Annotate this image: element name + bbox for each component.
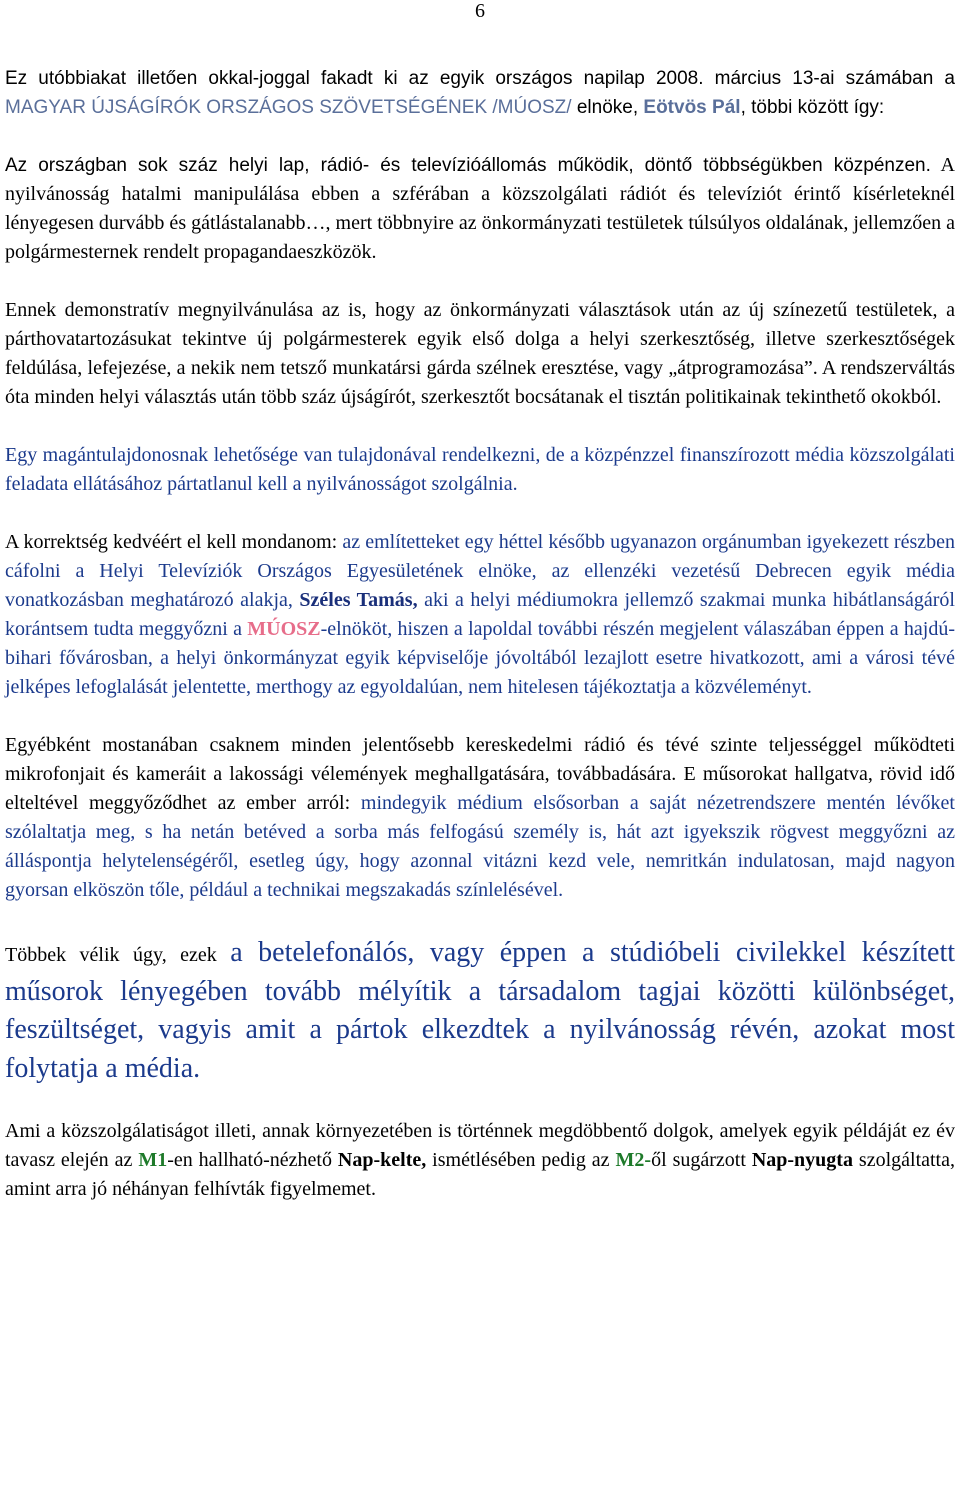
paragraph-text: ől sugárzott (651, 1149, 752, 1171)
body-paragraph-3: Egy magántulajdonosnak lehetősége van tulajdonával rendelkezni, de a közpénzzel finanszírozott média közszolgálati feladata ellátásához pártatlanul kell a nyilvánosságot szolgálnia. (5, 444, 955, 495)
intro-text: elnöke, (571, 97, 644, 118)
paragraph-text: Többek vélik úgy, ezek (5, 944, 231, 966)
paragraph-text: Ami a közszolgálatiságot illeti, annak környezetében is történnek megdöbbentő dolgok, amelyek egyik példáját ez év tavasz elején az (5, 1120, 955, 1171)
page-number: 6 (475, 0, 485, 22)
body-paragraph-4 (5, 528, 955, 702)
paragraph-gap (5, 412, 955, 441)
channel-name: M2- (615, 1149, 652, 1171)
body-paragraph-7 (5, 1117, 955, 1204)
document-body (5, 64, 955, 1204)
organization-name: MÚOSZ (247, 618, 321, 640)
paragraph-gap (5, 1088, 955, 1117)
emphasized-text: a betelefonálós, vagy éppen a stúdióbeli civilekkel készített műsorok lényegében tovább mélyítik a társadalom tagjai közötti különbséget, feszültséget, vagyis amit a pártok elkezdtek a nyilvánosság révén, azokat most folytatja a média. (5, 937, 955, 1084)
paragraph-gap (5, 122, 955, 151)
body-paragraph-6 (5, 934, 955, 1088)
show-title: Nap-nyugta (751, 1149, 853, 1171)
organization-name: MAGYAR ÚJSÁGÍRÓK ORSZÁGOS SZÖVETSÉGÉNEK /MÚOSZ/ (5, 97, 572, 118)
quote-text: Az országban sok száz helyi lap, rádió- és televízióállomás működik, döntő többségükben közpénzen. (5, 155, 931, 176)
intro-paragraph (5, 64, 955, 122)
paragraph-text: A korrektség kedvéért el kell mondanom: (5, 531, 343, 553)
body-paragraph-5 (5, 731, 955, 905)
person-name: Széles Tamás, (299, 589, 418, 611)
intro-text: , többi között így: (740, 97, 885, 118)
paragraph-text: Egyébként mostanában csaknem minden jelentősebb kereskedelmi rádió és tévé szinte teljességgel működteti mikrofonjait és kameráit a lakossági vélemények meghallgatására, továbbadására. E műsorokat hallgatva, rövid idő elteltével meggyőződhet az ember arról: (5, 734, 955, 814)
intro-text: Ez utóbbiakat illetően okkal-joggal fakadt ki az egyik országos napilap 2008. március 13-ai számában a (5, 68, 955, 89)
paragraph-gap (5, 499, 955, 528)
paragraph-text: mindegyik médium elsősorban a saját nézetrendszere mentén lévőket szólaltatja meg, s ha netán betéved a sorba más felfogású személy is, hát azt igyekszik rögvest meggyőzni az álláspontja helytelenségéről, esetleg úgy, hogy azonnal vitázni kezd vele, nemritkán indulatosan, majd nagyon gyorsan elköszön tőle, például a technikai megszakadás színlelésével. (5, 792, 955, 901)
paragraph-text: szolgáltatta, amint arra jó néhányan felhívták figyelmemet. (5, 1149, 955, 1200)
person-name: Eötvös Pál (643, 97, 741, 118)
quote-paragraph (5, 151, 955, 267)
paragraph-text: aki a helyi médiumokra jellemző szakmai munka hibátlanságáról korántsem tudta meggyőzni a (5, 589, 955, 640)
paragraph-gap (5, 702, 955, 731)
paragraph-text: -elnököt, hiszen a lapoldal további részén megjelent válaszában éppen a hajdú-bihari fővárosban, a helyi önkormányzat egyik képviselője jóvoltából lezajlott esetre hivatkozott, ami a városi tévé jelképes lefoglalását jelentette, merthogy az egyoldalúan, nem hitelesen tájékoztatja a közvéleményt. (5, 618, 956, 698)
quote-text: A nyilvánosság hatalmi manipulálása ebben a szférában a közszolgálati rádiót és televíziót érintő kísérleteknél lényegesen durvább és gátlástalanabb…, mert többnyire az önkormányzati testületek túlsúlyos oldalának, jellemzően a polgármesternek rendelt propagandaeszközök. (5, 154, 955, 263)
paragraph-gap (5, 267, 955, 296)
paragraph-gap (5, 905, 955, 934)
channel-name: M1 (138, 1149, 168, 1171)
body-paragraph-2: Ennek demonstratív megnyilvánulása az is, hogy az önkormányzati választások után az új színezetű testületek, a párthovatartozásukat tekintve új polgármesterek egyik első dolga a helyi szerkesztőség, illetve szerkesztőségek feldúlása, lefejezése, a nekik nem tetsző munkatársi gárda szélnek eresztése, vagy „átprogramozása”. A rendszerváltás óta minden helyi választás után több száz újságírót, szerkesztőt bocsátanak el tisztán politikainak tekinthető okokból. (5, 299, 955, 408)
paragraph-text: az említetteket egy héttel később ugyanazon orgánumban igyekezett részben cáfolni a Helyi Televíziók Országos Egyesületének elnöke, az ellenzéki vezetésű Debrecen egyik média vonatkozásban meghatározó alakja, (5, 531, 955, 611)
show-title: Nap-kelte, (337, 1149, 427, 1171)
paragraph-text: ismétlésében pedig az (426, 1149, 616, 1171)
paragraph-text: -en hallható-nézhető (167, 1149, 338, 1171)
